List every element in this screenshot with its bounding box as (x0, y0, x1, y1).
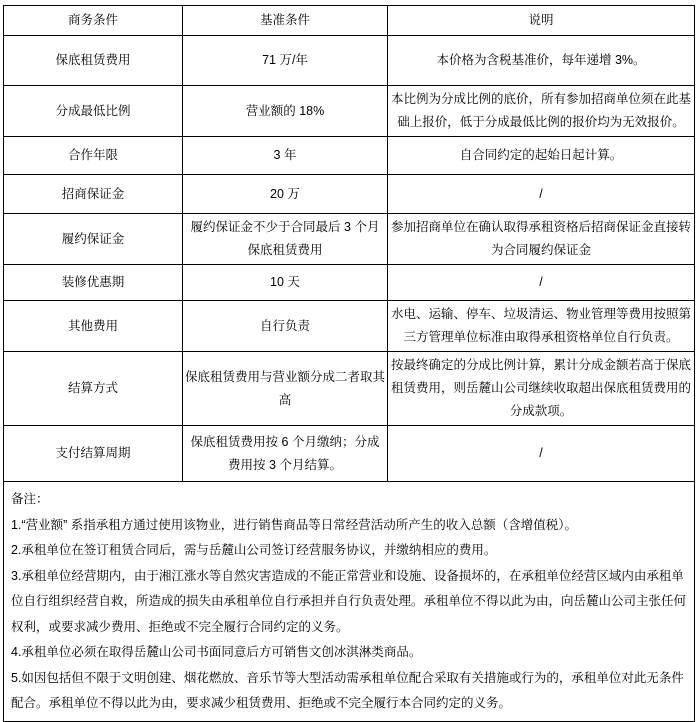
table-row-cooperation-years (4, 137, 695, 175)
table-row-minimum-rent (4, 36, 695, 86)
table-row-other-fees (4, 301, 695, 352)
row-item-label: 装修优惠期 (4, 265, 183, 301)
header-description: 说明 (388, 6, 695, 36)
row-baseline-value: 保底租赁费用按 6 个月缴纳；分成费用按 3 个月结算。 (183, 426, 388, 482)
remark-item-5: 5.如因包括但不限于文明创建、烟花燃放、音乐节等大型活动需承租单位配合采取有关措施或行为的，承租单位对此无条件配合。承租单位不得以此为由，要求减少租赁费用、拒绝或不完全履行本合同约定的义务。 (11, 670, 684, 710)
row-baseline-value: 3 年 (183, 137, 388, 175)
row-baseline-value: 10 天 (183, 265, 388, 301)
row-description: 本比例为分成比例的底价，所有参加招商单位须在此基础上报价，低于分成最低比例的报价均为无效报价。 (388, 86, 695, 137)
row-item-label: 结算方式 (4, 352, 183, 426)
row-description: 自合同约定的起始日起计算。 (388, 137, 695, 175)
row-item-label: 合作年限 (4, 137, 183, 175)
table-row-payment-settlement-cycle (4, 426, 695, 482)
row-description: / (388, 265, 695, 301)
remarks-title: 备注： (11, 492, 49, 506)
row-item-label: 支付结算周期 (4, 426, 183, 482)
row-description: 本价格为含税基准价，每年递增 3%。 (388, 36, 695, 86)
business-terms-table (3, 5, 695, 722)
remark-item-3: 3.承租单位经营期内，由于湘江涨水等自然灾害造成的不能正常营业和设施、设备损坏的，在承租单位经营区域内由承租单位自行组织经营自救，所造成的损失由承租单位自行承担并自行负责处理。承租单位不得以此为由，向岳麓山公司主张任何权利，或要求减少费用、拒绝或不完全履行合同约定的义务。 (11, 568, 687, 634)
row-baseline-value: 71 万/年 (183, 36, 388, 86)
row-baseline-value: 20 万 (183, 175, 388, 214)
remark-item-2: 2.承租单位在签订租赁合同后，需与岳麓山公司签订经营服务协议，并缴纳相应的费用。 (11, 543, 497, 557)
row-baseline-value: 营业额的 18% (183, 86, 388, 137)
remark-item-1: 1.“营业额” 系指承租方通过使用该物业，进行销售商品等日常经营活动所产生的收入总额（含增值税）。 (11, 517, 577, 532)
header-baseline-condition: 基准条件 (183, 6, 388, 36)
row-item-label: 履约保证金 (4, 214, 183, 265)
table-row-minimum-share-ratio (4, 86, 695, 137)
table-row-performance-deposit (4, 214, 695, 265)
row-description: 水电、运输、停车、垃圾清运、物业管理等费用按照第三方管理单位标准由取得承租资格单位自行负责。 (388, 301, 695, 352)
row-item-label: 保底租赁费用 (4, 36, 183, 86)
row-description: 参加招商单位在确认取得承租资格后招商保证金直接转为合同履约保证金 (388, 214, 695, 265)
header-business-condition: 商务条件 (4, 6, 183, 36)
row-item-label: 招商保证金 (4, 175, 183, 214)
row-description: / (388, 175, 695, 214)
row-description: 按最终确定的分成比例计算，累计分成金额若高于保底租赁费用，则岳麓山公司继续收取超出保底租赁费用的分成款项。 (388, 352, 695, 426)
remark-item-4: 4.承租单位必须在取得岳麓山公司书面同意后方可销售文创冰淇淋类商品。 (11, 645, 422, 659)
row-baseline-value: 自行负责 (183, 301, 388, 352)
table-header-row (4, 6, 695, 36)
table-row-decoration-grace-period (4, 265, 695, 301)
row-item-label: 分成最低比例 (4, 86, 183, 137)
table-row-bidding-deposit (4, 175, 695, 214)
row-item-label: 其他费用 (4, 301, 183, 352)
table-row-settlement-method (4, 352, 695, 426)
remarks-row (4, 482, 695, 722)
row-description: / (388, 426, 695, 482)
remarks-cell (4, 482, 695, 722)
row-baseline-value: 履约保证金不少于合同最后 3 个月保底租赁费用 (183, 214, 388, 265)
row-baseline-value: 保底租赁费用与营业额分成二者取其高 (183, 352, 388, 426)
